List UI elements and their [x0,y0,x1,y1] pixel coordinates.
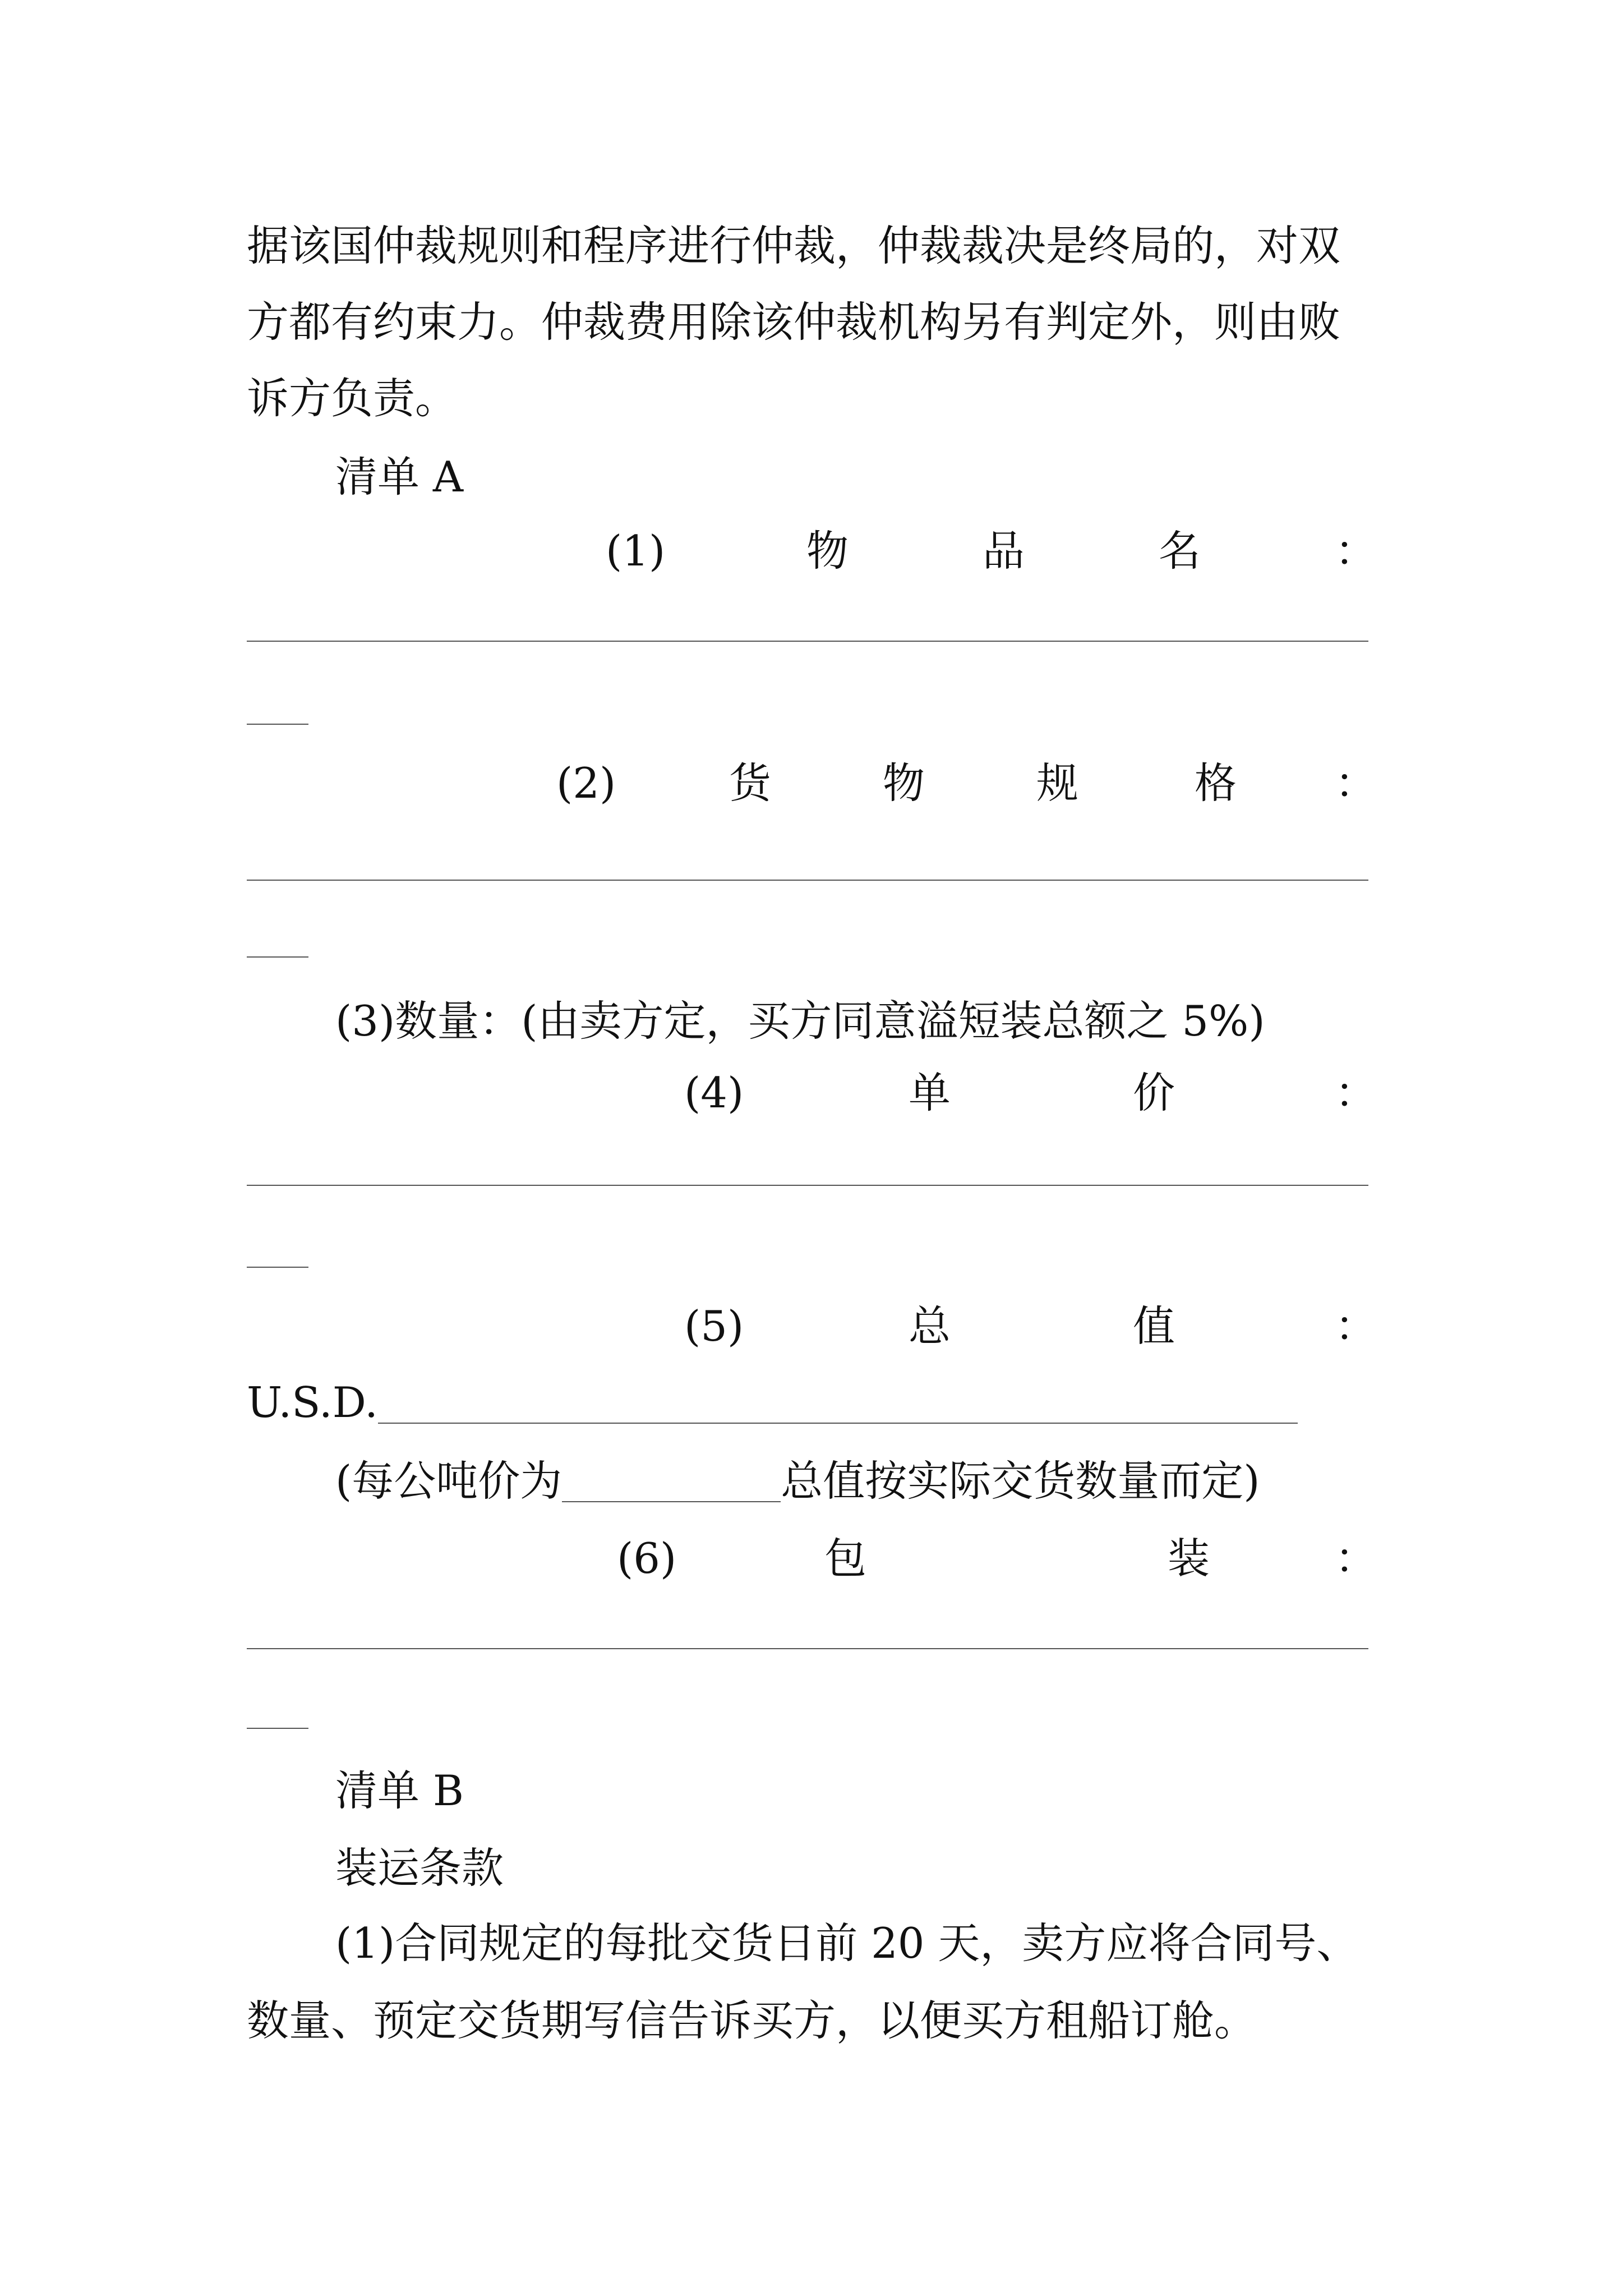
fill-in-line [247,880,1368,881]
fill-in-line [378,1383,1298,1424]
item-number: (4) [684,1068,744,1117]
item-number: (1) [606,526,666,576]
item-number: (5) [684,1301,744,1351]
shipment-terms-heading: 装运条款 [335,1843,504,1893]
item-3-quantity: (3)数量：(由卖方定，买方同意溢短装总额之 5%) [335,996,1265,1046]
paragraph-line: 据该国仲裁规则和程序进行仲裁，仲裁裁决是终局的，对双 [247,221,1341,270]
item-label-char: 物 [883,758,925,808]
price-note-suffix: 总值按实际交货数量而定) [781,1456,1260,1506]
item-label-char: 单 [909,1068,951,1117]
item-1-row [247,523,1377,579]
price-note [335,1453,1479,1509]
item-4-row [247,1065,1377,1121]
fill-in-line [247,1185,1368,1186]
paragraph-line: 诉方负责。 [247,374,458,423]
item-label-char: 名 [1159,526,1201,576]
item-label-char: 物 [806,526,849,576]
item-label-char: 装 [1168,1534,1210,1583]
item-colon: ： [1335,1068,1377,1117]
price-note-prefix: (每公吨价为 [335,1456,562,1506]
clause-line: 数量、预定交货期写信告诉买方，以便买方租船订舱。 [247,1996,1257,2045]
item-colon: ： [1335,1534,1377,1583]
item-label-char: 货 [729,758,772,808]
item-number: (2) [556,758,616,808]
item-6-row [247,1530,1377,1586]
paragraph-line: 方都有约束力。仲裁费用除该仲裁机构另有判定外，则由败 [247,297,1341,347]
item-colon: ： [1335,758,1377,808]
item-number: (6) [617,1534,677,1583]
currency-label: U.S.D. [247,1378,379,1427]
item-label-char: 值 [1133,1301,1175,1351]
item-2-row [247,755,1377,811]
item-label-char: 包 [824,1534,867,1583]
item-label-char: 总 [909,1301,951,1351]
item-label-char: 规 [1036,758,1079,808]
fill-in-line [247,641,1368,642]
item-label-char: 品 [983,526,1025,576]
fill-in-line [247,1267,308,1268]
list-b-heading: 清单 B [335,1766,464,1815]
fill-in-line [562,1462,781,1502]
list-a-heading: 清单 A [335,452,464,501]
item-label-char: 价 [1133,1068,1175,1117]
item-colon: ： [1335,1301,1377,1351]
fill-in-line [247,956,308,958]
fill-in-line [247,724,308,725]
usd-row [247,1374,1391,1430]
fill-in-line [247,1728,308,1729]
fill-in-line [247,1648,1368,1649]
item-colon: ： [1335,526,1377,576]
item-5-row [247,1298,1377,1354]
item-label-char: 格 [1195,758,1237,808]
clause-line: (1)合同规定的每批交货日前 20 天，卖方应将合同号、 [335,1918,1359,1968]
